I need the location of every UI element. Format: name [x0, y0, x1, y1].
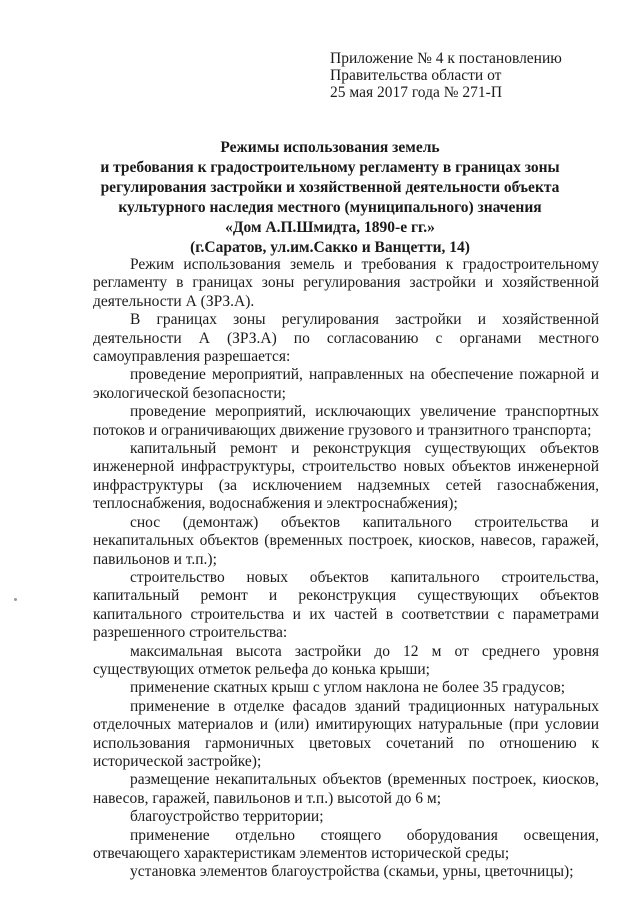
appendix-reference — [330, 50, 630, 101]
title-line: Режимы использования земель — [220, 139, 440, 156]
appendix-line: Приложение № 4 к постановлению — [330, 50, 562, 67]
body-paragraph: снос (демонтаж) объектов капитального строительства и некапитальных объектов (временных построек, киосков, навесов, гаражей, павильонов и т.п.); — [93, 513, 599, 568]
document-title — [80, 138, 580, 258]
body-paragraph: благоустройство территории; — [130, 808, 324, 826]
body-paragraph: применение скатных крыш с углом наклона не более 35 градусов; — [130, 679, 566, 697]
body-paragraph: применение отдельно стоящего оборудования освещения, отвечающего характеристикам элементов исторической среды; — [93, 826, 599, 862]
title-line: «Дом А.П.Шмидта, 1890-е гг.» — [225, 219, 435, 236]
appendix-line: 25 мая 2017 года № 271-П — [330, 84, 503, 101]
body-paragraph: проведение мероприятий, исключающих увеличение транспортных потоков и ограничивающих движение грузового и транзитного транспорта; — [93, 403, 599, 439]
scan-dot-mark — [14, 598, 17, 601]
body-paragraph: установка элементов благоустройства (скамьи, урны, цветочницы); — [130, 863, 574, 881]
title-line: регулирования застройки и хозяйственной деятельности объекта — [100, 179, 560, 196]
title-line: культурного наследия местного (муниципального) значения — [118, 199, 542, 216]
title-line: и требования к градостроительному регламенту в границах зоны — [100, 159, 560, 176]
body-paragraph: максимальная высота застройки до 12 м от среднего уровня существующих отметок рельефа до конька крыши; — [93, 642, 599, 678]
title-line: (г.Саратов, ул.им.Сакко и Ванцетти, 14) — [190, 239, 470, 256]
body-paragraph: применение в отделке фасадов зданий традиционных натуральных отделочных материалов и (или) имитирующих натуральные (при условии использования гармоничных цветовых сочетаний по отношению к исторической застройке); — [93, 697, 599, 770]
body-paragraph: капитальный ремонт и реконструкция существующих объектов инженерной инфраструктуры, строительство новых объектов инженерной инфраструктуры (за исключением надземных сетей газоснабжения, теплоснабжения, водоснабжения и электроснабжения); — [93, 440, 599, 513]
document-body — [93, 256, 599, 882]
body-paragraph: В границах зоны регулирования застройки и хозяйственной деятельности А (ЗРЗ.А) по согласованию с органами местного самоуправления разрешается: — [93, 311, 599, 366]
body-paragraph: строительство новых объектов капитального строительства, капитальный ремонт и реконструкция существующих объектов капитального строительства и их частей в соответствии с параметрами разрешенного строительства: — [93, 568, 599, 642]
body-paragraph: размещение некапитальных объектов (временных построек, киосков, навесов, гаражей, павильонов и т.п.) высотой до 6 м; — [93, 771, 599, 807]
body-paragraph: проведение мероприятий, направленных на обеспечение пожарной и экологической безопасности; — [93, 366, 599, 402]
body-paragraph: Режим использования земель и требования к градостроительному регламенту в границах зоны регулирования застройки и хозяйственной деятельности А (ЗРЗ.А). — [93, 256, 599, 310]
appendix-line: Правительства области от — [330, 67, 502, 84]
